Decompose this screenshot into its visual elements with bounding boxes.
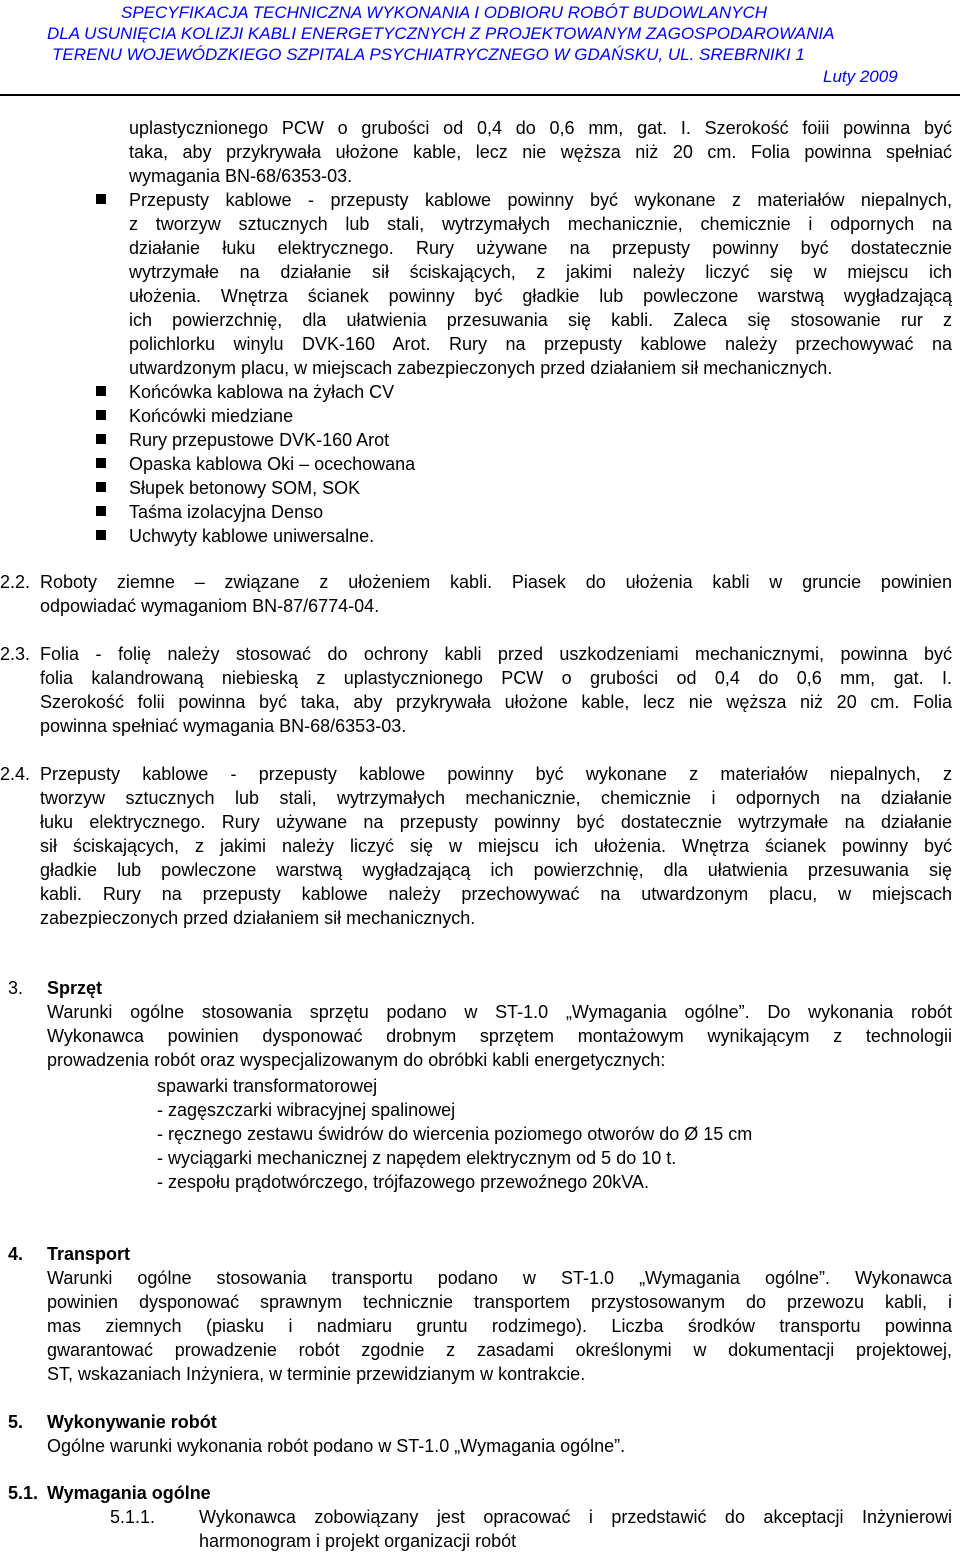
bullet-square-icon	[96, 506, 106, 516]
section-2-4-text: zabezpieczonych przed działaniem sił mechanicznych.	[40, 908, 476, 928]
bullet-item: Końcówki miedziane	[129, 406, 294, 426]
section-number-2-2: 2.2.	[0, 572, 31, 592]
bullet-square-icon	[96, 482, 106, 492]
section-5-title: Wykonywanie robót	[47, 1412, 217, 1432]
section-2-4-text: łuku elektrycznego. Rury używane na przepusty powinny być dostatecznie wytrzymałe na działanie	[40, 812, 952, 832]
section-2-3-text: Szerokość folii powinna być taka, aby przykrywała ułożone kable, lecz nie węższa niż 20 cm. Folia	[40, 692, 952, 712]
bullet-text-line: z tworzyw sztucznych lub stali, wytrzymałych mechanicznie, chemicznie i odpornych na	[129, 214, 952, 234]
section-number-5-1: 5.1.	[8, 1483, 39, 1503]
header-date: Luty 2009	[823, 67, 898, 86]
section-number-5-1-1: 5.1.1.	[110, 1507, 156, 1527]
section-3-title: Sprzęt	[47, 978, 103, 998]
bullet-square-icon	[96, 410, 106, 420]
bullet-text-line: polichlorku winylu DVK-160 Arot. Rury na przepusty kablowe należy przechowywać na	[129, 334, 952, 354]
section-2-3-text: Folia - folię należy stosować do ochrony kabli przed uszkodzeniami mechanicznymi, powinna być	[40, 644, 952, 664]
continued-text-line: uplastycznionego PCW o grubości od 0,4 do 0,6 mm, gat. I. Szerokość foiii powinna być	[129, 118, 952, 138]
section-5-text: Ogólne warunki wykonania robót podano w ST-1.0 „Wymagania ogólne”.	[47, 1436, 626, 1456]
equipment-item: - wyciągarki mechanicznej z napędem elektrycznym od 5 do 10 t.	[157, 1148, 677, 1168]
bullet-item: Taśma izolacyjna Denso	[129, 502, 324, 522]
section-number-4: 4.	[8, 1244, 24, 1264]
section-2-4-text: kabli. Rury na przepusty kablowe należy przechowywać na utwardzonym placu, w miejscach	[40, 884, 952, 904]
section-number-3: 3.	[8, 978, 24, 998]
bullet-text-line: Przepusty kablowe - przepusty kablowe powinny być wykonane z materiałów niepalnych,	[129, 190, 952, 210]
bullet-item: Rury przepustowe DVK-160 Arot	[129, 430, 390, 450]
bullet-text-line: ich powierzchnię, dla ułatwienia przesuwania się kabli. Zaleca się stosowanie rur z	[129, 310, 952, 330]
section-3-text: Wykonawca powinien dysponować drobnym sprzętem montażowym wynikającym z technologii	[47, 1026, 952, 1046]
section-number-5: 5.	[8, 1412, 24, 1432]
bullet-square-icon	[96, 434, 106, 444]
section-2-4-text: tworzyw sztucznych lub stali, wytrzymałych mechanicznie, chemicznie i odpornych na działanie	[40, 788, 952, 808]
equipment-item: - ręcznego zestawu świdrów do wiercenia poziomego otworów do Ø 15 cm	[157, 1124, 753, 1144]
bullet-text-line: ułożenia. Wnętrza ścianek powinny być gładkie lub powleczone warstwą wygładzającą	[129, 286, 952, 306]
bullet-text-line: działanie łuku elektrycznego. Rury używane na przepusty powinny być dostatecznie	[129, 238, 952, 258]
bullet-item: Opaska kablowa Oki – ocechowana	[129, 454, 416, 474]
bullet-square-icon	[96, 194, 106, 204]
bullet-square-icon	[96, 458, 106, 468]
header-title-line-1: SPECYFIKACJA TECHNICZNA WYKONANIA I ODBIORU ROBÓT BUDOWLANYCH	[121, 3, 768, 22]
bullet-item: Słupek betonowy SOM, SOK	[129, 478, 361, 498]
section-4-text: ST, wskazaniach Inżyniera, w terminie przewidzianym w kontrakcie.	[47, 1364, 586, 1384]
equipment-item: - zespołu prądotwórczego, trójfazowego przewoźnego 20kVA.	[157, 1172, 649, 1192]
continued-text-line: taka, aby przykrywała ułożone kable, lecz nie węższa niż 20 cm. Folia powinna spełniać	[129, 142, 952, 162]
section-2-2-text: odpowiadać wymaganiom BN-87/6774-04.	[40, 596, 380, 616]
section-4-text: gwarantować prowadzenie robót zgodnie z zasadami określonymi w dokumentacji projektowej,	[47, 1340, 952, 1360]
section-2-3-text: folia kalandrowaną niebieską z uplastycznionego PCW o grubości od 0,4 do 0,6 mm, gat. I.	[40, 668, 952, 688]
section-4-title: Transport	[47, 1244, 131, 1264]
header-title-line-2: DLA USUNIĘCIA KOLIZJI KABLI ENERGETYCZNYCH Z PROJEKTOWANYM ZAGOSPODAROWANIA	[47, 24, 835, 43]
continued-text-line: wymagania BN-68/6353-03.	[129, 166, 353, 186]
section-2-4-text: gładkie lub powleczone warstwą wygładzającą ich powierzchnię, dla ułatwienia przesuwania się	[40, 860, 952, 880]
section-4-text: powinien dysponować sprawnym technicznie transportem przystosowanym do przewozu kabli, i	[47, 1292, 952, 1312]
section-4-text: mas ziemnych (piasku i nadmiaru gruntu rodzimego). Liczba środków transportu powinna	[47, 1316, 952, 1336]
section-5-1-1-text: Wykonawca zobowiązany jest opracować i przedstawić do akceptacji Inżynierowi	[199, 1507, 952, 1527]
section-5-1-title: Wymagania ogólne	[47, 1483, 211, 1503]
section-2-4-text: sił ściskających, z jakimi należy liczyć się w miejscu ich ułożenia. Wnętrza ścianek powinny być	[40, 836, 952, 856]
equipment-item: - zagęszczarki wibracyjnej spalinowej	[157, 1100, 456, 1120]
bullet-item: Uchwyty kablowe uniwersalne.	[129, 526, 375, 546]
bullet-square-icon	[96, 386, 106, 396]
bullet-item: Końcówka kablowa na żyłach CV	[129, 382, 395, 402]
section-number-2-3: 2.3.	[0, 644, 31, 664]
section-2-3-text: powinna spełniać wymagania BN-68/6353-03.	[40, 716, 407, 736]
section-2-4-text: Przepusty kablowe - przepusty kablowe powinny być wykonane z materiałów niepalnych, z	[40, 764, 952, 784]
section-number-2-4: 2.4.	[0, 764, 31, 784]
header-title-line-3: TERENU WOJEWÓDZKIEGO SZPITALA PSYCHIATRYCZNEGO W GDAŃSKU, UL. SREBRNIKI 1	[52, 45, 805, 64]
section-5-1-1-text: harmonogram i projekt organizacji robót	[199, 1531, 517, 1551]
header-divider	[0, 94, 960, 96]
section-4-text: Warunki ogólne stosowania transportu podano w ST-1.0 „Wymagania ogólne”. Wykonawca	[47, 1268, 952, 1288]
section-3-text: prowadzenia robót oraz wyspecjalizowanym do obróbki kabli energetycznych:	[47, 1050, 666, 1070]
section-2-2-text: Roboty ziemne – związane z ułożeniem kabli. Piasek do ułożenia kabli w gruncie powinien	[40, 572, 952, 592]
bullet-text-line: wytrzymałe na działanie sił ściskających, z jakimi należy liczyć się w miejscu ich	[129, 262, 952, 282]
bullet-square-icon	[96, 530, 106, 540]
bullet-text-line: utwardzonym placu, w miejscach zabezpieczonych przed działaniem sił mechanicznych.	[129, 358, 833, 378]
equipment-item: spawarki transformatorowej	[157, 1076, 378, 1096]
section-3-text: Warunki ogólne stosowania sprzętu podano w ST-1.0 „Wymagania ogólne”. Do wykonania robót	[47, 1002, 952, 1022]
